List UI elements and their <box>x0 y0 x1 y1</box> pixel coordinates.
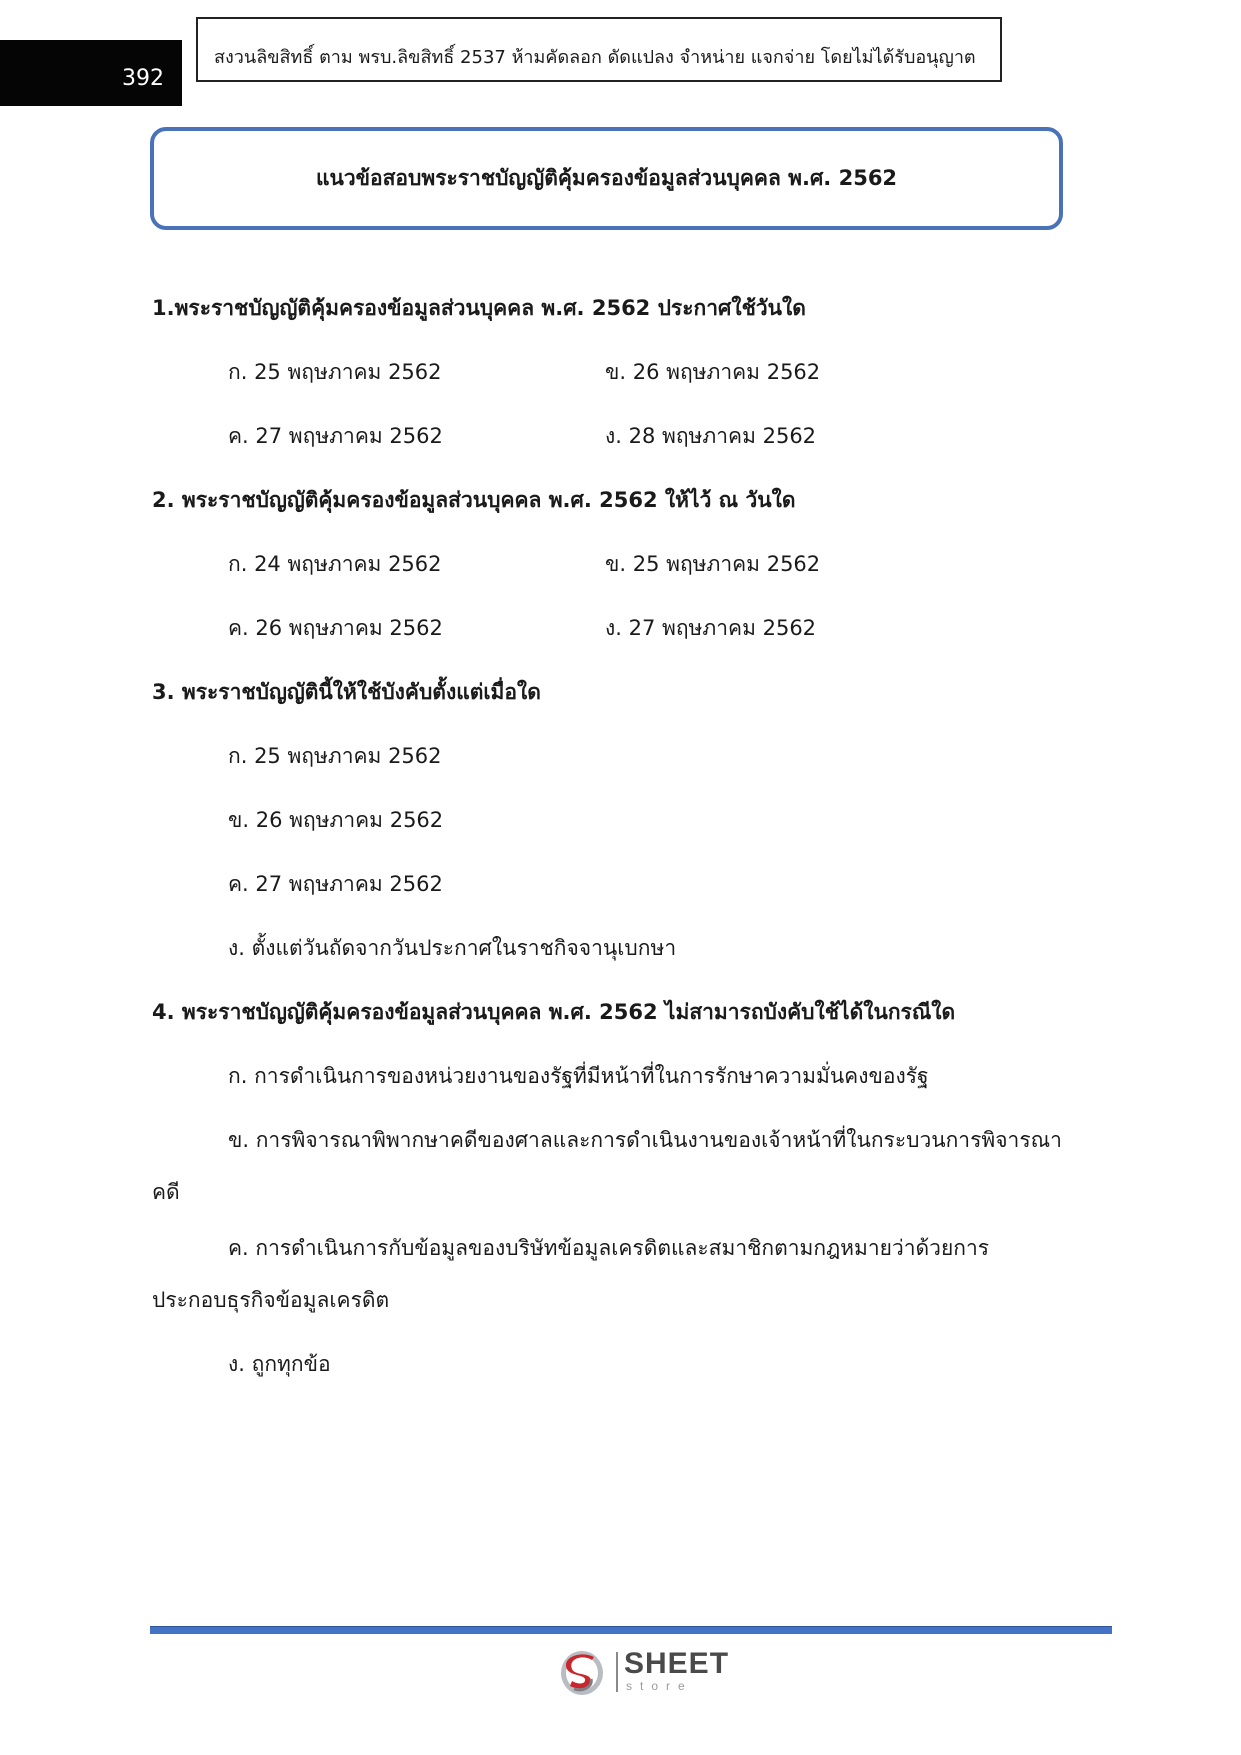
sheet-store-logo <box>558 1648 728 1698</box>
q2-option-a: ก. 24 พฤษภาคม 2562 <box>228 552 442 576</box>
question-3: 3. พระราชบัญญัตินี้ให้ใช้บังคับตั้งแต่เมื่อใด <box>152 680 541 704</box>
page-number: 392 <box>122 66 164 91</box>
q2-option-b: ข. 25 พฤษภาคม 2562 <box>605 552 821 576</box>
question-4: 4. พระราชบัญญัติคุ้มครองข้อมูลส่วนบุคคล พ.ศ. 2562 ไม่สามารถบังคับใช้ได้ในกรณีใด <box>152 1000 956 1024</box>
q1-option-d: ง. 28 พฤษภาคม 2562 <box>605 424 817 448</box>
q2-option-d: ง. 27 พฤษภาคม 2562 <box>605 616 817 640</box>
footer-rule <box>150 1626 1112 1634</box>
sheet-store-logo-icon <box>558 1648 610 1698</box>
page-title: แนวข้อสอบพระราชบัญญัติคุ้มครองข้อมูลส่วนบุคคล พ.ศ. 2562 <box>315 166 898 190</box>
q4-option-a: ก. การดำเนินการของหน่วยงานของรัฐที่มีหน้าที่ในการรักษาความมั่นคงของรัฐ <box>228 1064 929 1088</box>
question-2: 2. พระราชบัญญัติคุ้มครองข้อมูลส่วนบุคคล พ.ศ. 2562 ให้ไว้ ณ วันใด <box>152 488 796 512</box>
q3-option-b: ข. 26 พฤษภาคม 2562 <box>228 808 444 832</box>
q3-option-c: ค. 27 พฤษภาคม 2562 <box>228 872 443 896</box>
q3-option-d: ง. ตั้งแต่วันถัดจากวันประกาศในราชกิจจานุเบกษา <box>228 936 677 960</box>
question-1: 1.พระราชบัญญัติคุ้มครองข้อมูลส่วนบุคคล พ.ศ. 2562 ประกาศใช้วันใด <box>152 296 806 320</box>
q3-option-a: ก. 25 พฤษภาคม 2562 <box>228 744 442 768</box>
q4-option-d: ง. ถูกทุกข้อ <box>228 1352 331 1376</box>
page-number-badge <box>0 40 182 106</box>
copyright-notice: สงวนลิขสิทธิ์ ตาม พรบ.ลิขสิทธิ์ 2537 ห้ามคัดลอก ดัดแปลง จำหน่าย แจกจ่าย โดยไม่ได้รับอนุญาต <box>196 17 1002 82</box>
q1-option-b: ข. 26 พฤษภาคม 2562 <box>605 360 821 384</box>
q4-option-c: ค. การดำเนินการกับข้อมูลของบริษัทข้อมูลเครดิตและสมาชิกตามกฎหมายว่าด้วยการประกอบธุรกิจข้อมูลเครดิต <box>152 1236 990 1312</box>
logo-subtitle: store <box>626 1679 693 1693</box>
logo-wordmark: SHEET <box>624 1647 730 1680</box>
logo-separator <box>616 1652 618 1692</box>
q4-option-b: ข. การพิจารณาพิพากษาคดีของศาลและการดำเนินงานของเจ้าหน้าที่ในกระบวนการพิจารณาคดี <box>152 1128 1062 1204</box>
q2-option-c: ค. 26 พฤษภาคม 2562 <box>228 616 443 640</box>
q1-option-c: ค. 27 พฤษภาคม 2562 <box>228 424 443 448</box>
page-title-box <box>150 127 1063 230</box>
q1-option-a: ก. 25 พฤษภาคม 2562 <box>228 360 442 384</box>
